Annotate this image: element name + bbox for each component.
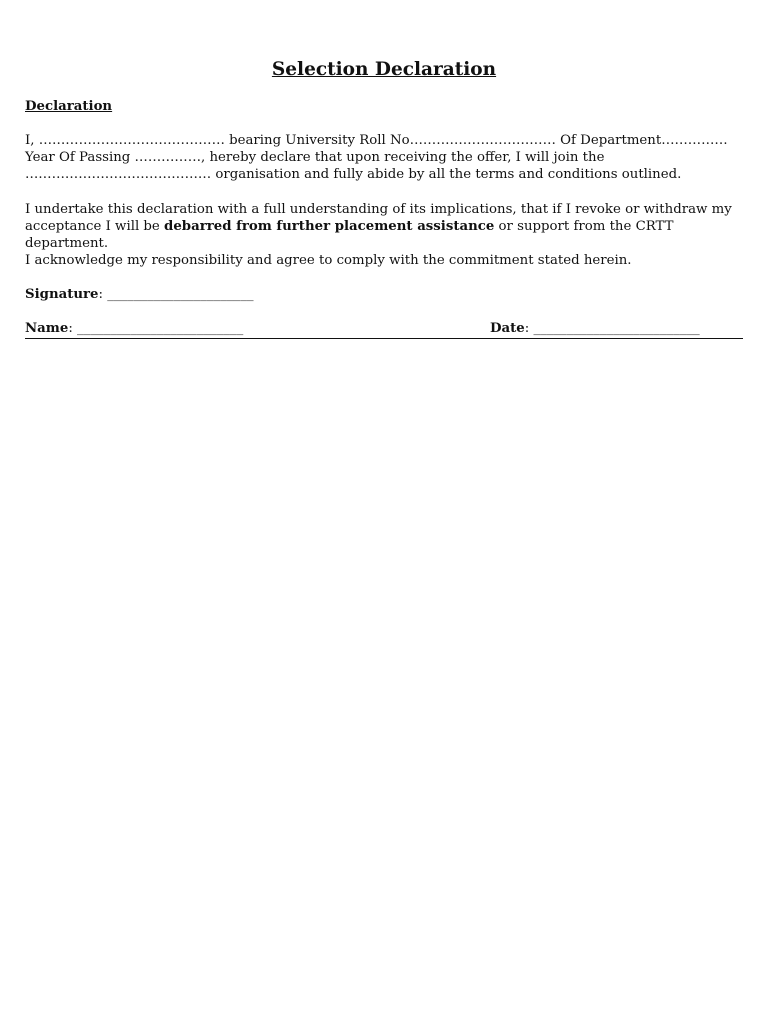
page-title: Selection Declaration <box>271 59 497 80</box>
implications-paragraph <box>25 201 743 252</box>
date-line: : _________________________ <box>524 321 700 336</box>
name-line: : _________________________ <box>68 321 244 336</box>
acknowledgement-paragraph: I acknowledge my responsibility and agree to comply with the commitment stated herein. <box>25 253 632 268</box>
declaration-paragraph: I, …………………………………… bearing University Roll No…………………………… Of Department……………Year Of Passing ……………, hereby declare that upon receiving the offer, I will join the …………………………………… organisation and fully abide by all the terms and conditions outlined. <box>25 133 728 182</box>
signature-label: Signature <box>25 287 99 302</box>
signature-field[interactable] <box>25 286 254 303</box>
section-heading: Declaration <box>25 99 113 114</box>
name-field[interactable] <box>25 320 243 337</box>
name-date-row <box>25 320 743 339</box>
implications-text: I undertake this declaration with a full understanding of its implications, that if I revoke or withdraw my acceptance I will be <box>25 202 732 234</box>
name-label: Name <box>25 321 69 336</box>
implications-text-end: or support from the CRTT department. <box>25 219 674 251</box>
debarred-emphasis: debarred from further placement assistance <box>164 219 495 234</box>
signature-line: : ______________________ <box>98 287 254 302</box>
date-label: Date <box>490 321 525 336</box>
date-field[interactable] <box>490 320 700 337</box>
